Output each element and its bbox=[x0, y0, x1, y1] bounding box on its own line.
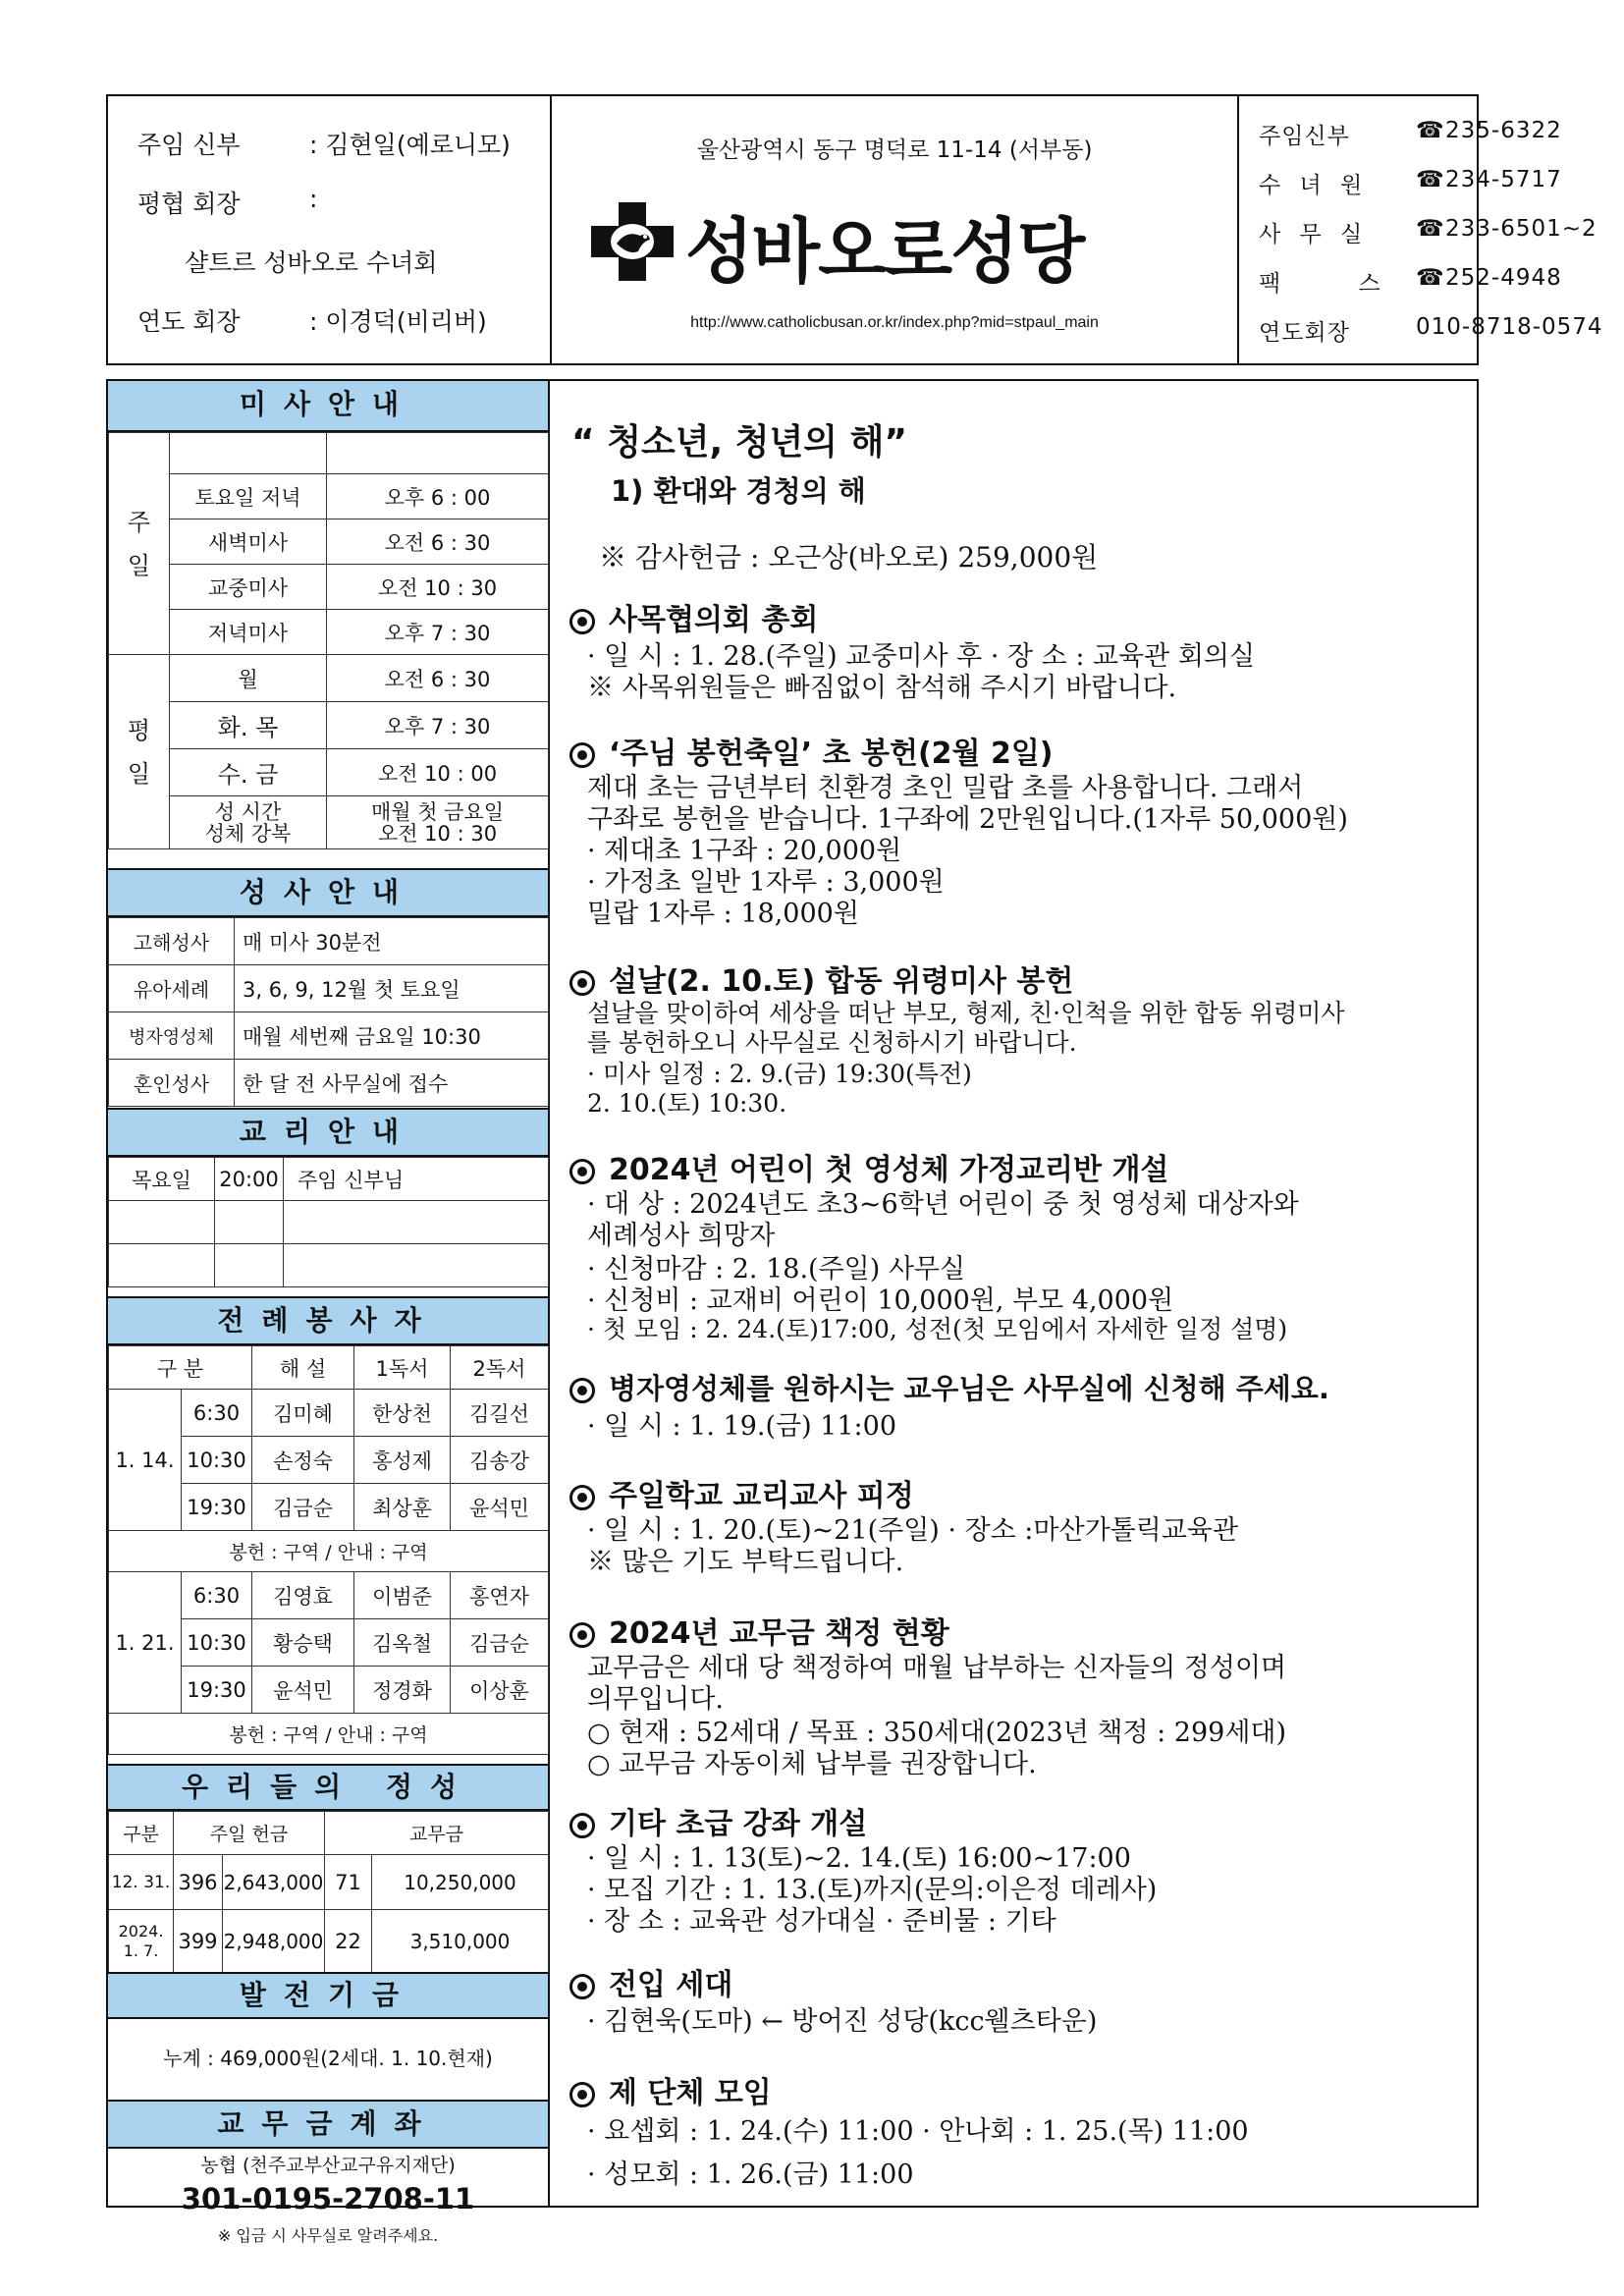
sacrament-value: 한 달 전 사무실에 접수 bbox=[235, 1060, 549, 1107]
catechism-empty-cell bbox=[109, 1201, 215, 1244]
notice-line: · 모집 기간 : 1. 13.(토)까지(문의:이은정 데레사) bbox=[587, 1875, 1158, 1905]
sacrament-section-title: 성사안내 bbox=[108, 868, 548, 917]
catechism-empty-cell bbox=[109, 1244, 215, 1287]
ministers-reader2: 김금순 bbox=[451, 1619, 549, 1667]
fund-section-title: 발전기금 bbox=[108, 1972, 548, 2019]
pastor-value: : 김현일(예로니모) bbox=[309, 131, 511, 159]
ministers-date: 1. 14. bbox=[109, 1390, 182, 1531]
ministers-reader1: 홍성제 bbox=[354, 1437, 451, 1484]
sacrament-name: 고해성사 bbox=[109, 918, 235, 965]
contact-label: 팩 스 bbox=[1259, 271, 1416, 297]
phone-icon: ☎ bbox=[1416, 265, 1445, 291]
pastor-label: 주임 신부 bbox=[137, 131, 241, 159]
account-bank: 농협 (천주교부산교구유지재단) bbox=[200, 2155, 456, 2176]
church-address: 울산광역시 동구 명덕로 11-14 (서부동) bbox=[696, 137, 1093, 163]
notice-line: · 김현욱(도마) ← 방어진 성당(kcc웰츠타운) bbox=[587, 2006, 1098, 2037]
council-value: : bbox=[309, 185, 318, 213]
bullet-icon bbox=[569, 970, 595, 996]
notice-title: 병자영성체를 원하시는 교우님은 사무실에 신청해 주세요. bbox=[609, 1372, 1329, 1405]
notice-line: ※ 많은 기도 부탁드립니다. bbox=[587, 1547, 904, 1577]
offerings-header: 구분 bbox=[109, 1812, 174, 1855]
mass-name: 월 bbox=[170, 655, 327, 702]
phone-icon: ☎ bbox=[1416, 167, 1445, 192]
mass-time: 오전 6 : 30 bbox=[327, 519, 549, 565]
info-sidebar bbox=[106, 379, 550, 2245]
ministers-reader1: 정경화 bbox=[354, 1667, 451, 1714]
church-url[interactable]: http://www.catholicbusan.or.kr/index.php?mid=stpaul_main bbox=[690, 314, 1099, 331]
mass-name: 새벽미사 bbox=[170, 519, 327, 565]
council-label: 평협 회장 bbox=[137, 190, 241, 218]
ministers-time: 6:30 bbox=[182, 1572, 252, 1619]
ministers-time: 6:30 bbox=[182, 1390, 252, 1437]
notice-title: 사목협의회 총회 bbox=[609, 603, 819, 637]
notice-title: ‘주님 봉헌축일’ 초 봉헌(2월 2일) bbox=[609, 737, 1054, 771]
weekday-label: 평일 bbox=[109, 655, 170, 849]
offerings-dues-count: 71 bbox=[325, 1855, 372, 1910]
offerings-header: 교무금 bbox=[325, 1812, 549, 1855]
ministers-section-title: 전례봉사자 bbox=[108, 1296, 548, 1345]
account-section-title: 교무금계좌 bbox=[108, 2100, 548, 2149]
notice-line: · 요셉회 : 1. 24.(수) 11:00 · 안나회 : 1. 25.(목) 11:00 bbox=[587, 2116, 1249, 2147]
district-label: 연도 회장 bbox=[137, 307, 241, 336]
ministers-commentator: 김금순 bbox=[252, 1484, 354, 1531]
offerings-sunday-count: 396 bbox=[174, 1855, 223, 1910]
notice-title: 설날(2. 10.토) 합동 위령미사 봉헌 bbox=[609, 964, 1074, 999]
church-logo-icon bbox=[591, 202, 674, 281]
offerings-header: 주일 헌금 bbox=[174, 1812, 325, 1855]
mass-time: 오후 6 : 00 bbox=[327, 474, 549, 519]
year-subtheme: 1) 환대와 경청의 해 bbox=[611, 474, 866, 508]
sacrament-value: 매월 세번째 금요일 10:30 bbox=[235, 1012, 549, 1060]
contact-value: 233-6501~2 bbox=[1445, 216, 1597, 242]
year-theme: “ 청소년, 청년의 해” bbox=[571, 422, 908, 463]
ministers-reader1: 한상천 bbox=[354, 1390, 451, 1437]
notice-line: 설날을 맞이하여 세상을 떠난 부모, 형제, 친·인척을 위한 합동 위령미사 bbox=[587, 999, 1345, 1027]
account-note: ※ 입금 시 사무실로 알려주세요. bbox=[217, 2226, 439, 2245]
notice-line: · 성모회 : 1. 26.(금) 11:00 bbox=[587, 2159, 914, 2190]
notice-line: 의무입니다. bbox=[587, 1684, 724, 1715]
notice-title: 주일학교 교리교사 피정 bbox=[609, 1479, 914, 1513]
mass-name: 수. 금 bbox=[170, 749, 327, 796]
offerings-date: 12. 31. bbox=[109, 1855, 174, 1910]
notice-line: · 장 소 : 교육관 성가대실 · 준비물 : 기타 bbox=[587, 1906, 1056, 1937]
ministers-commentator: 황승택 bbox=[252, 1619, 354, 1667]
mass-name: 교중미사 bbox=[170, 565, 327, 610]
bullet-icon bbox=[569, 2082, 595, 2107]
sunday-label: 주일 bbox=[109, 433, 170, 655]
contact-value: 010-8718-0574 bbox=[1416, 314, 1603, 340]
ministers-reader1: 김옥철 bbox=[354, 1619, 451, 1667]
sacrament-value: 매 미사 30분전 bbox=[235, 918, 549, 965]
contact-label: 사 무 실 bbox=[1259, 222, 1369, 247]
sacrament-table bbox=[108, 917, 549, 1107]
bullet-icon bbox=[569, 1813, 595, 1838]
notice-line: · 신청마감 : 2. 18.(주일) 사무실 bbox=[587, 1254, 966, 1285]
offerings-table bbox=[108, 1811, 549, 1973]
catechism-teacher: 주임 신부님 bbox=[284, 1158, 549, 1201]
notice-line: 구좌로 봉헌을 받습니다. 1구좌에 2만원입니다.(1자루 50,000원) bbox=[587, 804, 1348, 835]
header-clergy-info bbox=[108, 96, 552, 363]
sacrament-value: 3, 6, 9, 12월 첫 토요일 bbox=[235, 965, 549, 1012]
bulletin-header bbox=[106, 94, 1603, 365]
catechism-time: 20:00 bbox=[215, 1158, 284, 1201]
ministers-header: 구 분 bbox=[109, 1346, 252, 1390]
phone-icon: ☎ bbox=[1416, 216, 1445, 242]
notice-line: 밀랍 1자루 : 18,000원 bbox=[587, 899, 859, 929]
offerings-sunday-amount: 2,948,000 bbox=[223, 1910, 325, 1973]
notice-line: · 일 시 : 1. 13(토)~2. 14.(토) 16:00~17:00 bbox=[587, 1843, 1131, 1874]
ministers-header: 해 설 bbox=[252, 1346, 354, 1390]
contact-value: 252-4948 bbox=[1445, 265, 1562, 291]
notice-line: 2. 10.(토) 10:30. bbox=[587, 1089, 787, 1118]
header-contacts bbox=[1239, 96, 1603, 363]
notice-line: · 제대초 1구좌 : 20,000원 bbox=[587, 836, 902, 866]
ministers-reader2: 윤석민 bbox=[451, 1484, 549, 1531]
notice-line: 교무금은 세대 당 책정하여 매월 납부하는 신자들의 정성이며 bbox=[587, 1653, 1287, 1683]
ministers-header: 2독서 bbox=[451, 1346, 549, 1390]
contact-label: 연도회장 bbox=[1259, 320, 1350, 346]
district-value: : 이경덕(비리버) bbox=[309, 307, 487, 336]
ministers-time: 10:30 bbox=[182, 1437, 252, 1484]
mass-time: 오전 6 : 30 bbox=[327, 655, 549, 702]
catechism-empty-cell bbox=[284, 1201, 549, 1244]
bullet-icon bbox=[569, 1485, 595, 1510]
ministers-header: 1독서 bbox=[354, 1346, 451, 1390]
sacrament-name: 병자영성체 bbox=[109, 1012, 235, 1060]
offerings-dues-count: 22 bbox=[325, 1910, 372, 1973]
contact-value: 234-5717 bbox=[1445, 167, 1562, 192]
mass-name: 성 시간 성체 강복 bbox=[170, 796, 327, 849]
mass-time: 오전 10 : 00 bbox=[327, 749, 549, 796]
notice-line: · 신청비 : 교재비 어린이 10,000원, 부모 4,000원 bbox=[587, 1285, 1174, 1316]
notice-line: · 첫 모임 : 2. 24.(토)17:00, 성전(첫 모임에서 자세한 일정 설명) bbox=[587, 1315, 1288, 1343]
catechism-table bbox=[108, 1157, 549, 1287]
notice-line: · 일 시 : 1. 20.(토)~21(주일) · 장소 :마산가톨릭교육관 bbox=[587, 1515, 1239, 1546]
mass-time: 오후 7 : 30 bbox=[327, 702, 549, 749]
mass-name: 저녁미사 bbox=[170, 610, 327, 655]
notice-title: 전입 세대 bbox=[609, 1968, 733, 2002]
ministers-time: 19:30 bbox=[182, 1484, 252, 1531]
notice-line: 를 봉헌하오니 사무실로 신청하시기 바랍니다. bbox=[587, 1028, 1077, 1057]
contact-label: 주임신부 bbox=[1259, 124, 1350, 149]
thanks-offering: ※ 감사헌금 : 오근상(바오로) 259,000원 bbox=[599, 541, 1099, 574]
bullet-icon bbox=[569, 609, 595, 634]
offerings-section-title: 우리들의 정성 bbox=[108, 1764, 548, 1811]
ministers-note: 봉헌 : 구역 / 안내 : 구역 bbox=[109, 1531, 549, 1572]
notice-line: · 가정초 일반 1자루 : 3,000원 bbox=[587, 867, 945, 898]
notice-line: · 일 시 : 1. 19.(금) 11:00 bbox=[587, 1411, 896, 1442]
ministers-commentator: 윤석민 bbox=[252, 1667, 354, 1714]
header-church-info bbox=[552, 96, 1239, 363]
ministers-time: 10:30 bbox=[182, 1619, 252, 1667]
mass-section-title: 미사안내 bbox=[108, 381, 548, 432]
notice-line: · 일 시 : 1. 28.(주일) 교중미사 후 · 장 소 : 교육관 회의실 bbox=[587, 641, 1256, 672]
notice-line: · 대 상 : 2024년도 초3~6학년 어린이 중 첫 영성체 대상자와 bbox=[587, 1189, 1299, 1220]
notice-line: ○ 교무금 자동이체 납부를 권장합니다. bbox=[587, 1749, 1037, 1779]
nuns-label: 샬트르 성바오로 수녀회 bbox=[185, 248, 438, 277]
ministers-reader2: 홍연자 bbox=[451, 1572, 549, 1619]
ministers-date: 1. 21. bbox=[109, 1572, 182, 1714]
notice-line: 제대 초는 금년부터 친환경 초인 밀랍 초를 사용합니다. 그래서 bbox=[587, 773, 1304, 803]
mass-time: 오전 10 : 30 bbox=[327, 565, 549, 610]
notice-line: · 미사 일정 : 2. 9.(금) 19:30(특전) bbox=[587, 1060, 972, 1088]
catechism-section-title: 교리안내 bbox=[108, 1108, 548, 1157]
contact-label: 수 녀 원 bbox=[1259, 173, 1369, 198]
offerings-dues-amount: 10,250,000 bbox=[372, 1855, 549, 1910]
catechism-empty-cell bbox=[215, 1201, 284, 1244]
fund-total: 누계 : 469,000원(2세대. 1. 10.현재) bbox=[163, 2047, 493, 2070]
offerings-sunday-count: 399 bbox=[174, 1910, 223, 1973]
mass-time: 오후 7 : 30 bbox=[327, 610, 549, 655]
offerings-dues-amount: 3,510,000 bbox=[372, 1910, 549, 1973]
mass-name: 토요일 저녁 bbox=[170, 474, 327, 519]
ministers-commentator: 김영효 bbox=[252, 1572, 354, 1619]
ministers-note: 봉헌 : 구역 / 안내 : 구역 bbox=[109, 1714, 549, 1755]
catechism-empty-cell bbox=[284, 1244, 549, 1287]
notice-title: 2024년 어린이 첫 영성체 가정교리반 개설 bbox=[609, 1153, 1169, 1187]
bullet-icon bbox=[569, 1974, 595, 1999]
ministers-time: 19:30 bbox=[182, 1667, 252, 1714]
ministers-commentator: 손정숙 bbox=[252, 1437, 354, 1484]
bullet-icon bbox=[569, 1378, 595, 1403]
mass-table bbox=[108, 432, 549, 849]
notice-title: 기타 초급 강좌 개설 bbox=[609, 1807, 868, 1841]
bullet-icon bbox=[569, 1159, 595, 1184]
notice-line: ○ 현재 : 52세대 / 목표 : 350세대(2023년 책정 : 299세대) bbox=[587, 1718, 1287, 1748]
phone-icon: ☎ bbox=[1416, 118, 1445, 143]
ministers-reader2: 김길선 bbox=[451, 1390, 549, 1437]
bullet-icon bbox=[569, 742, 595, 768]
ministers-reader1: 이범준 bbox=[354, 1572, 451, 1619]
offerings-sunday-amount: 2,643,000 bbox=[223, 1855, 325, 1910]
mass-name: 화. 목 bbox=[170, 702, 327, 749]
bullet-icon bbox=[569, 1622, 595, 1648]
notice-title: 제 단체 모임 bbox=[609, 2076, 772, 2110]
ministers-commentator: 김미혜 bbox=[252, 1390, 354, 1437]
notice-line: 세례성사 희망자 bbox=[587, 1221, 776, 1251]
catechism-day: 목요일 bbox=[109, 1158, 215, 1201]
mass-time bbox=[327, 433, 549, 474]
sacrament-name: 혼인성사 bbox=[109, 1060, 235, 1107]
mass-name bbox=[170, 433, 327, 474]
mass-time: 매월 첫 금요일 오전 10 : 30 bbox=[327, 796, 549, 849]
contact-value: 235-6322 bbox=[1445, 118, 1562, 143]
offerings-date: 2024. 1. 7. bbox=[109, 1910, 174, 1973]
notice-title: 2024년 교무금 책정 현황 bbox=[609, 1616, 949, 1651]
notice-line: ※ 사목위원들은 빠짐없이 참석해 주시기 바랍니다. bbox=[587, 673, 1177, 703]
ministers-reader2: 이상훈 bbox=[451, 1667, 549, 1714]
account-number: 301-0195-2708-11 bbox=[181, 2182, 475, 2215]
sacrament-name: 유아세례 bbox=[109, 965, 235, 1012]
notices-panel bbox=[550, 379, 1479, 2208]
ministers-table bbox=[108, 1345, 549, 1755]
catechism-empty-cell bbox=[215, 1244, 284, 1287]
ministers-reader2: 김송강 bbox=[451, 1437, 549, 1484]
ministers-reader1: 최상훈 bbox=[354, 1484, 451, 1531]
church-name: 성바오로성당 bbox=[685, 210, 1084, 293]
